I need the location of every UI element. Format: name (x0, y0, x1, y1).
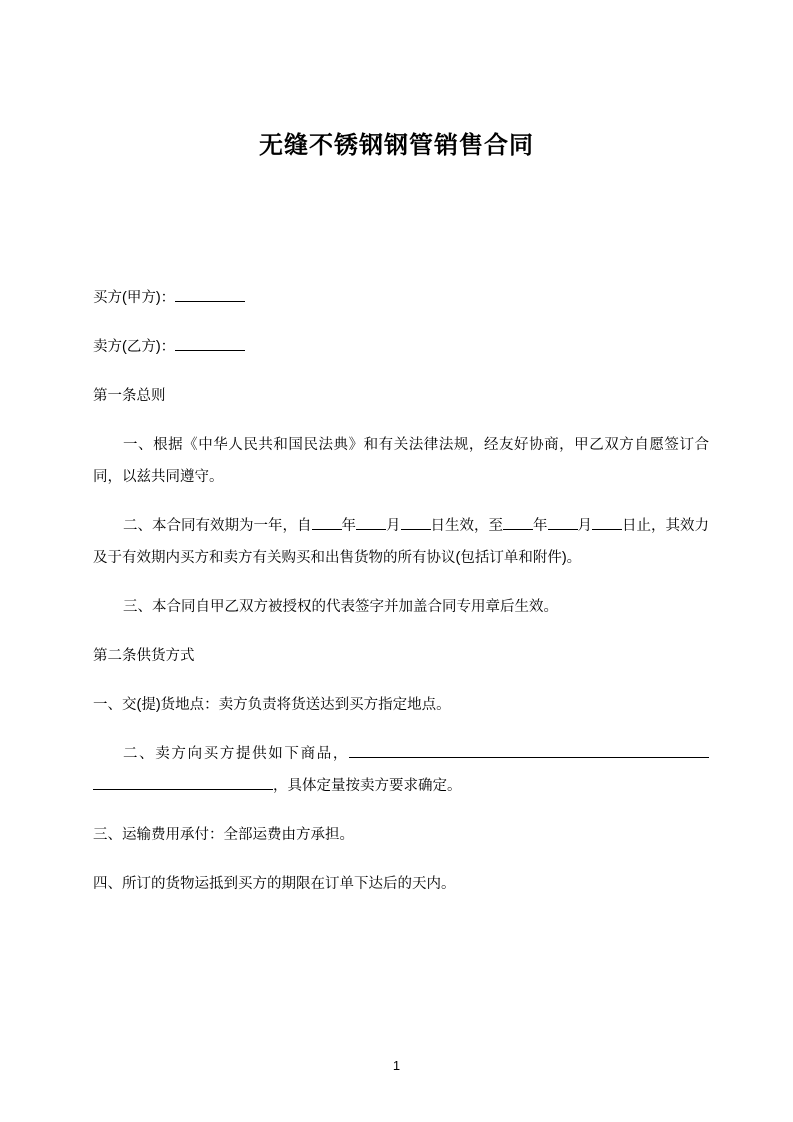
clause-2-part-7: 日止，其效力及于有效期内买方和卖方有关购买和出售货物的所有协议(包括订单和附件)。 (93, 518, 709, 566)
clause-2-part-2: 年 (341, 518, 356, 534)
section-1-heading: 第一条总则 (93, 388, 166, 404)
document-body (93, 282, 709, 917)
page-title: 无缝不锈钢钢管销售合同 (259, 132, 534, 159)
supply-clause-part-2: ，具体定量按卖方要求确定。 (273, 778, 462, 794)
year-blank-start[interactable] (312, 529, 342, 530)
clause-2-part-4: 日生效，至 (430, 518, 503, 534)
section-1-clause-3: 三、本合同自甲乙双方被授权的代表签字并加盖合同专用章后生效。 (123, 599, 558, 615)
section-2-clause-4: 四、所订的货物运抵到买方的期限在订单下达后的天内。 (93, 876, 456, 892)
section-1-clause-1: 一、根据《中华人民共和国民法典》和有关法律法规，经友好协商，甲乙双方自愿签订合同，以兹共同遵守。 (93, 437, 709, 485)
buyer-field-line (93, 282, 709, 314)
section-2-clause-1: 一、交(提)货地点：卖方负责将货送达到买方指定地点。 (93, 697, 451, 713)
month-blank-start[interactable] (356, 529, 386, 530)
clause-2-part-1: 二、本合同有效期为一年，自 (123, 518, 312, 534)
section-1-clause-2 (93, 510, 709, 574)
day-blank-start[interactable] (401, 529, 431, 530)
clause-2-part-5: 年 (533, 518, 548, 534)
section-2-heading: 第二条供货方式 (93, 648, 195, 664)
seller-blank[interactable] (175, 350, 245, 351)
goods-blank-1[interactable] (349, 757, 709, 758)
buyer-blank[interactable] (175, 301, 245, 302)
seller-label: 卖方(乙方)： (93, 339, 176, 355)
section-2-clause-2 (93, 738, 709, 802)
clause-2-part-3: 月 (386, 518, 401, 534)
goods-blank-3[interactable] (148, 789, 273, 790)
supply-clause-part-1: 二、卖方向买方提供如下商品， (123, 746, 349, 762)
page-number: 1 (392, 1058, 401, 1073)
year-blank-end[interactable] (503, 529, 533, 530)
clause-2-part-6: 月 (577, 518, 592, 534)
section-2-clause-3: 三、运输费用承付：全部运费由方承担。 (93, 827, 354, 843)
buyer-label: 买方(甲方)： (93, 290, 176, 306)
month-blank-end[interactable] (548, 529, 578, 530)
day-blank-end[interactable] (592, 529, 622, 530)
goods-blank-2[interactable] (93, 789, 148, 790)
seller-field-line (93, 331, 709, 363)
